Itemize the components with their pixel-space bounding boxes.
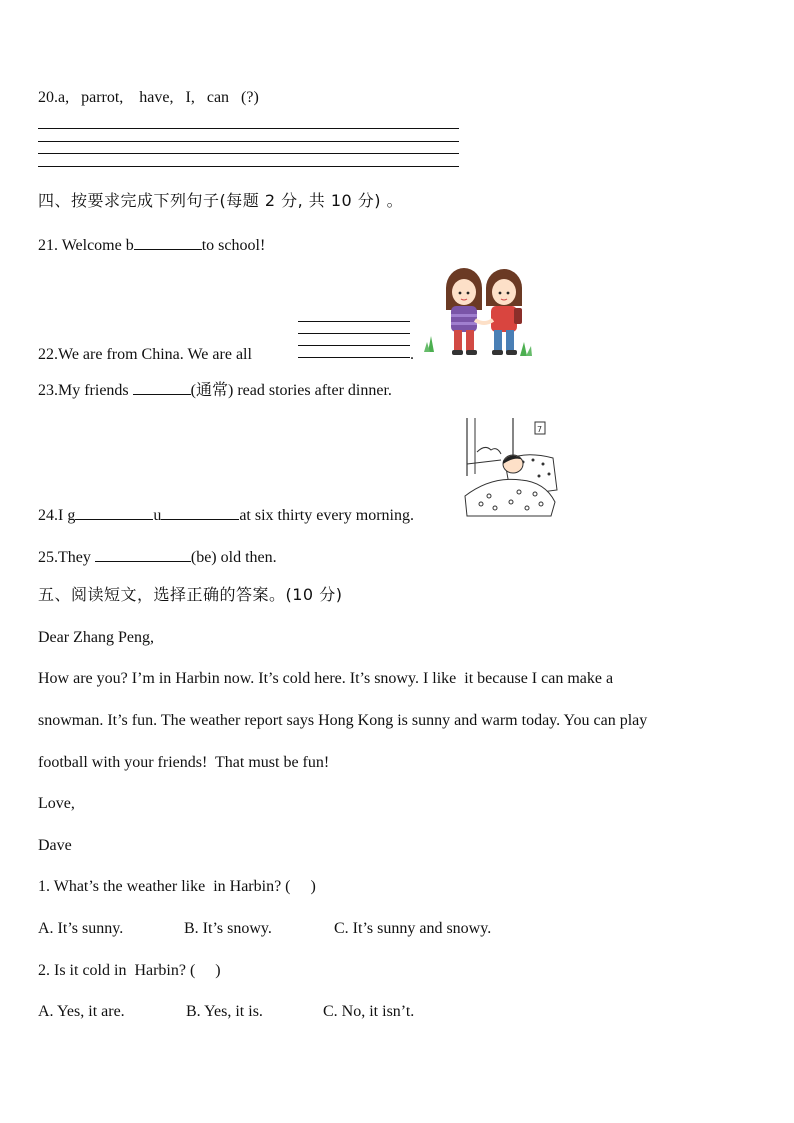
q20-words: a, parrot, have, I, can (?) bbox=[58, 89, 259, 106]
q21-blank[interactable] bbox=[134, 233, 202, 250]
letter-line-3: football with your friends! That must be fun! bbox=[38, 754, 330, 771]
q25-line bbox=[38, 545, 277, 568]
letter-closing: Love, bbox=[38, 795, 75, 812]
section4-heading: 四、按要求完成下列句子(每题 2 分, 共 10 分) 。 bbox=[38, 191, 404, 210]
q22-answer-line-1[interactable] bbox=[298, 321, 410, 322]
q25-blank[interactable] bbox=[95, 545, 191, 562]
q23-prefix: 23.My friends bbox=[38, 382, 129, 399]
q20-number: 20. bbox=[38, 89, 58, 106]
q20-answer-line-1[interactable] bbox=[38, 128, 459, 129]
q21-prefix: 21. Welcome b bbox=[38, 237, 134, 254]
q24-mid: u bbox=[153, 507, 162, 524]
question-2-option-b[interactable]: B. Yes, it is. bbox=[186, 1003, 263, 1020]
q23-line bbox=[38, 378, 392, 401]
section5-heading: 五、阅读短文，选择正确的答案。(10 分) bbox=[38, 585, 343, 604]
q22-period: . bbox=[410, 346, 414, 363]
q24-end: at six thirty every morning. bbox=[239, 507, 414, 524]
letter-greeting: Dear Zhang Peng, bbox=[38, 629, 154, 646]
q20-answer-line-2[interactable] bbox=[38, 141, 459, 142]
question-2-option-c[interactable]: C. No, it isn’t. bbox=[323, 1003, 415, 1020]
q20-answer-line-3[interactable] bbox=[38, 153, 459, 154]
question-1-option-b[interactable]: B. It’s snowy. bbox=[184, 920, 272, 937]
two-girls-walking-icon bbox=[420, 266, 538, 362]
q22-answer-line-2[interactable] bbox=[298, 333, 410, 334]
question-2-option-a[interactable]: A. Yes, it are. bbox=[38, 1003, 125, 1020]
q24-line bbox=[38, 503, 414, 526]
q20-line bbox=[38, 88, 259, 108]
q22-line bbox=[38, 345, 252, 365]
boy-in-bed-icon bbox=[461, 416, 558, 520]
q25-prefix: 25.They bbox=[38, 549, 91, 566]
q23-blank[interactable] bbox=[133, 378, 191, 395]
letter-line-2: snowman. It’s fun. The weather report says Hong Kong is sunny and warm today. You can play bbox=[38, 712, 648, 729]
question-1-option-c[interactable]: C. It’s sunny and snowy. bbox=[334, 920, 492, 937]
q21-line bbox=[38, 233, 265, 256]
q24-start: 24.I g bbox=[38, 507, 76, 524]
letter-line-1: How are you? I’m in Harbin now. It’s cold here. It’s snowy. I like it because I can make a bbox=[38, 670, 614, 687]
q24-blank-1[interactable] bbox=[75, 503, 153, 520]
question-1: 1. What’s the weather like in Harbin? ( ) bbox=[38, 878, 316, 895]
q21-suffix: to school! bbox=[201, 237, 266, 254]
q25-suffix: (be) old then. bbox=[190, 549, 277, 566]
q22-text: 22.We are from China. We are all bbox=[38, 346, 252, 363]
question-1-option-a[interactable]: A. It’s sunny. bbox=[38, 920, 124, 937]
q22-answer-line-3[interactable] bbox=[298, 345, 410, 346]
question-2: 2. Is it cold in Harbin? ( ) bbox=[38, 962, 221, 979]
svg-text:7: 7 bbox=[537, 425, 543, 434]
q22-answer-line-4[interactable] bbox=[298, 357, 410, 358]
q20-answer-line-4[interactable] bbox=[38, 166, 459, 167]
q23-suffix: (通常) read stories after dinner. bbox=[190, 382, 392, 399]
letter-signature: Dave bbox=[38, 837, 72, 854]
q24-blank-2[interactable] bbox=[161, 503, 239, 520]
